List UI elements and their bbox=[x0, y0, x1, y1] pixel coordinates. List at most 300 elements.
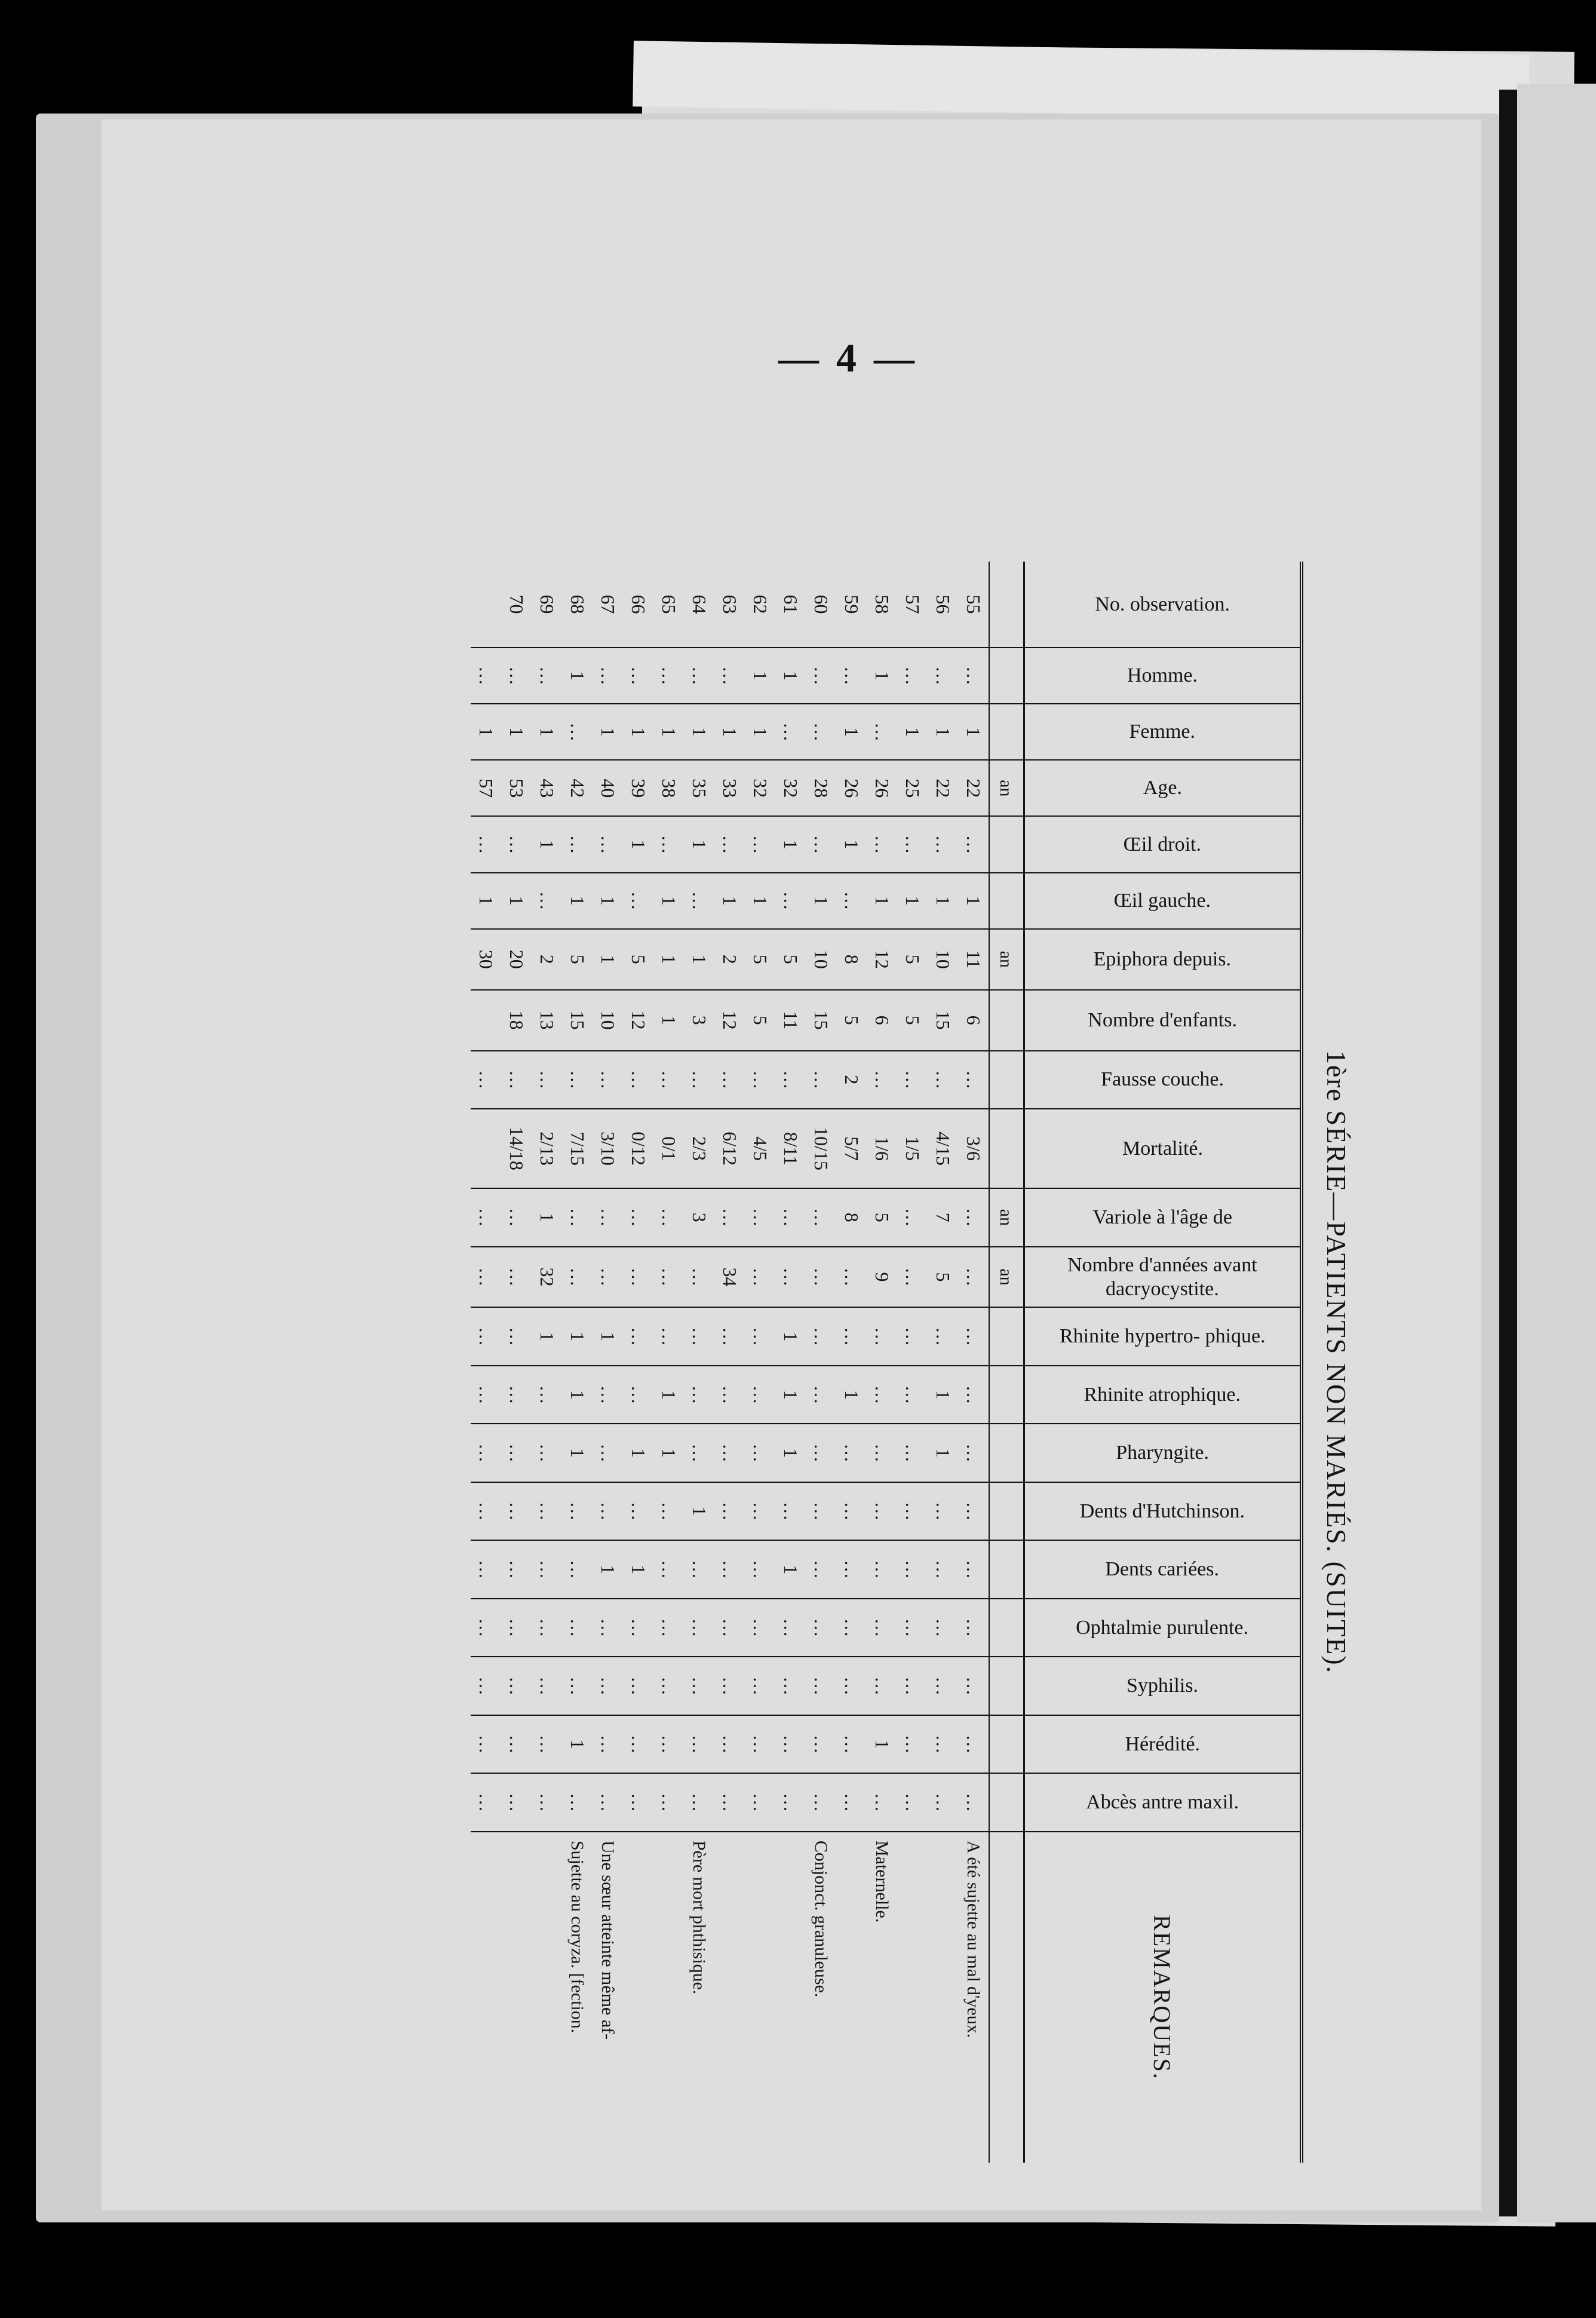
table-cell: 2 bbox=[532, 929, 562, 990]
table-cell: 6 bbox=[867, 990, 897, 1051]
table-cell: 1 bbox=[867, 873, 897, 929]
page-number: — 4 — bbox=[778, 335, 918, 381]
table-cell: … bbox=[532, 1051, 562, 1109]
table-cell: … bbox=[653, 1307, 684, 1365]
table-cell: … bbox=[928, 1482, 958, 1540]
remark-cell bbox=[653, 1832, 684, 2163]
table-cell: 32 bbox=[775, 760, 806, 816]
table-cell: … bbox=[897, 1540, 928, 1598]
table-cell: … bbox=[897, 1366, 928, 1424]
table-cell: … bbox=[593, 1188, 623, 1246]
table-cell: … bbox=[471, 648, 501, 704]
table-cell bbox=[471, 562, 501, 648]
table-cell: … bbox=[501, 648, 532, 704]
table-cell: 2 bbox=[836, 1051, 867, 1109]
table-cell: … bbox=[501, 1599, 532, 1657]
table-cell: … bbox=[958, 1366, 989, 1424]
table-cell: 32 bbox=[745, 760, 775, 816]
table-cell: … bbox=[745, 1657, 775, 1715]
table-cell: 25 bbox=[897, 760, 928, 816]
table-cell: … bbox=[593, 1599, 623, 1657]
table-cell: 8/11 bbox=[775, 1109, 806, 1188]
table-cell: 1 bbox=[653, 873, 684, 929]
table-cell: … bbox=[928, 1307, 958, 1365]
table-cell: … bbox=[593, 1247, 623, 1308]
table-cell: … bbox=[684, 1715, 714, 1773]
table-cell: … bbox=[623, 1366, 653, 1424]
table-cell: … bbox=[501, 1247, 532, 1308]
table-cell: 1 bbox=[653, 704, 684, 760]
remark-cell bbox=[501, 1832, 532, 2163]
table-cell: … bbox=[684, 1424, 714, 1482]
table-row bbox=[775, 562, 806, 2163]
remark-cell bbox=[471, 1832, 501, 2163]
table-cell: … bbox=[562, 1188, 593, 1246]
table-cell bbox=[989, 1540, 1024, 1598]
table-cell: 1 bbox=[958, 704, 989, 760]
table-cell: … bbox=[928, 1599, 958, 1657]
table-cell: 43 bbox=[532, 760, 562, 816]
table-cell: 4/5 bbox=[745, 1109, 775, 1188]
table-cell: … bbox=[897, 1188, 928, 1246]
remark-cell bbox=[897, 1832, 928, 2163]
table-cell: … bbox=[714, 1657, 745, 1715]
remark-cell: Sujette au coryza. [fection. bbox=[562, 1832, 593, 2163]
table-cell: 20 bbox=[501, 929, 532, 990]
table-cell: 5 bbox=[562, 929, 593, 990]
table-cell bbox=[989, 1051, 1024, 1109]
col-header: Syphilis. bbox=[1024, 1657, 1302, 1715]
table-cell: 13 bbox=[532, 990, 562, 1051]
table-cell: … bbox=[501, 1657, 532, 1715]
remark-cell: Maternelle. bbox=[867, 1832, 897, 2163]
table-cell: … bbox=[653, 1188, 684, 1246]
table-cell bbox=[471, 1109, 501, 1188]
table-cell: 1 bbox=[623, 704, 653, 760]
col-header: Age. bbox=[1024, 760, 1302, 816]
unit-row bbox=[989, 562, 1024, 2163]
table-cell: 56 bbox=[932, 594, 954, 614]
table-cell: … bbox=[471, 1657, 501, 1715]
table-cell: … bbox=[532, 1366, 562, 1424]
table-cell: … bbox=[806, 1540, 836, 1598]
table-cell: an bbox=[989, 929, 1024, 990]
table-cell: … bbox=[593, 1657, 623, 1715]
table-cell: … bbox=[562, 816, 593, 872]
table-cell: … bbox=[471, 1247, 501, 1308]
table-cell: … bbox=[867, 1424, 897, 1482]
table-cell: … bbox=[958, 1051, 989, 1109]
table-cell bbox=[471, 990, 501, 1051]
table-cell bbox=[989, 873, 1024, 929]
table-cell: … bbox=[623, 1307, 653, 1365]
table-row bbox=[684, 562, 714, 2163]
table-cell: … bbox=[471, 1424, 501, 1482]
table-cell bbox=[989, 1599, 1024, 1657]
col-header: Rhinite hypertro- phique. bbox=[1024, 1307, 1302, 1365]
table-cell: … bbox=[958, 1307, 989, 1365]
table-cell: … bbox=[471, 1715, 501, 1773]
table-cell: … bbox=[684, 1366, 714, 1424]
table-cell: 2/13 bbox=[532, 1109, 562, 1188]
table-cell: … bbox=[958, 1599, 989, 1657]
table-cell: … bbox=[532, 1540, 562, 1598]
table-cell: … bbox=[806, 1051, 836, 1109]
remark-cell: Père mort phthisique. bbox=[684, 1832, 714, 2163]
table-cell: 10 bbox=[928, 929, 958, 990]
table-cell: … bbox=[867, 704, 897, 760]
table-cell: 1 bbox=[562, 1307, 593, 1365]
table-cell: 1 bbox=[684, 704, 714, 760]
table-cell: … bbox=[623, 648, 653, 704]
table-cell: … bbox=[562, 1540, 593, 1598]
table-cell: … bbox=[867, 1051, 897, 1109]
table-cell: 1 bbox=[928, 873, 958, 929]
table-cell: an bbox=[989, 760, 1024, 816]
table-cell: 62 bbox=[750, 594, 771, 614]
table-cell: … bbox=[958, 1188, 989, 1246]
table-row bbox=[623, 562, 653, 2163]
table-cell: … bbox=[471, 1188, 501, 1246]
table-row bbox=[593, 562, 623, 2163]
table-cell: … bbox=[501, 1307, 532, 1365]
table-cell: … bbox=[684, 873, 714, 929]
table-cell: … bbox=[897, 1715, 928, 1773]
table-row bbox=[653, 562, 684, 2163]
table-cell: … bbox=[897, 1773, 928, 1831]
table-cell: … bbox=[958, 1247, 989, 1308]
table-cell bbox=[989, 1773, 1024, 1831]
table-cell: 1 bbox=[501, 704, 532, 760]
table-cell: … bbox=[501, 1773, 532, 1831]
table-cell: 1 bbox=[471, 704, 501, 760]
table-cell: 57 bbox=[471, 760, 501, 816]
col-header: Dents d'Hutchinson. bbox=[1024, 1482, 1302, 1540]
col-header: Ophtalmie purulente. bbox=[1024, 1599, 1302, 1657]
table-cell: … bbox=[684, 1773, 714, 1831]
header-row bbox=[1024, 562, 1302, 2163]
table-cell: 1 bbox=[775, 1540, 806, 1598]
table-cell: … bbox=[867, 1657, 897, 1715]
table-cell: 10 bbox=[593, 990, 623, 1051]
table-cell: … bbox=[653, 1599, 684, 1657]
table-cell: … bbox=[714, 1540, 745, 1598]
table-cell: 1 bbox=[775, 1307, 806, 1365]
table-cell: 1 bbox=[775, 816, 806, 872]
table-cell: 1 bbox=[532, 1188, 562, 1246]
table-cell: … bbox=[471, 1366, 501, 1424]
table-cell: 15 bbox=[928, 990, 958, 1051]
table-cell: 1 bbox=[775, 648, 806, 704]
table-cell: 42 bbox=[562, 760, 593, 816]
table-cell: … bbox=[653, 816, 684, 872]
table-cell: … bbox=[958, 816, 989, 872]
table-cell: 15 bbox=[562, 990, 593, 1051]
table-cell: … bbox=[806, 648, 836, 704]
table-cell: 12 bbox=[623, 990, 653, 1051]
table-cell: … bbox=[684, 648, 714, 704]
table-cell: 60 bbox=[811, 594, 832, 614]
table-cell: 3 bbox=[684, 990, 714, 1051]
table-cell: … bbox=[684, 1247, 714, 1308]
table-cell: 14/18 bbox=[501, 1109, 532, 1188]
table-cell: … bbox=[501, 1715, 532, 1773]
table-cell: … bbox=[471, 1540, 501, 1598]
table-cell: 12 bbox=[867, 929, 897, 990]
table-cell bbox=[989, 1482, 1024, 1540]
table-cell: … bbox=[532, 1599, 562, 1657]
table-cell: 40 bbox=[593, 760, 623, 816]
table-cell: … bbox=[775, 1773, 806, 1831]
table-row bbox=[897, 562, 928, 2163]
table-cell: … bbox=[897, 1051, 928, 1109]
table-cell: … bbox=[623, 1482, 653, 1540]
table-cell: 22 bbox=[958, 760, 989, 816]
table-cell: 65 bbox=[658, 594, 680, 614]
table-cell: … bbox=[958, 648, 989, 704]
table-cell: … bbox=[714, 1307, 745, 1365]
table-cell: … bbox=[623, 1773, 653, 1831]
table-cell bbox=[989, 1109, 1024, 1188]
table-cell: … bbox=[714, 1366, 745, 1424]
table-cell: … bbox=[684, 1540, 714, 1598]
table-cell: … bbox=[897, 1482, 928, 1540]
table-cell: 1 bbox=[532, 1307, 562, 1365]
table-cell: 61 bbox=[780, 594, 802, 614]
table-cell: … bbox=[593, 1773, 623, 1831]
table-cell: … bbox=[471, 1307, 501, 1365]
table-row bbox=[928, 562, 958, 2163]
table-cell: 1/5 bbox=[897, 1109, 928, 1188]
patients-table bbox=[471, 562, 1303, 2163]
table-cell: 18 bbox=[501, 990, 532, 1051]
table-row bbox=[867, 562, 897, 2163]
table-cell: … bbox=[806, 1247, 836, 1308]
table-cell: … bbox=[928, 1540, 958, 1598]
table-cell: … bbox=[867, 1307, 897, 1365]
table-cell: … bbox=[471, 1051, 501, 1109]
table-cell: 1 bbox=[684, 929, 714, 990]
table-cell: … bbox=[684, 1307, 714, 1365]
table-cell: … bbox=[928, 648, 958, 704]
table-row bbox=[471, 562, 501, 2163]
table-cell: 53 bbox=[501, 760, 532, 816]
table-cell: 33 bbox=[714, 760, 745, 816]
table-cell: … bbox=[714, 816, 745, 872]
table-cell: … bbox=[653, 1657, 684, 1715]
table-cell: 26 bbox=[867, 760, 897, 816]
table-cell: … bbox=[623, 1247, 653, 1308]
table-cell: 5 bbox=[867, 1188, 897, 1246]
table-cell: … bbox=[836, 648, 867, 704]
table-cell: 1 bbox=[897, 873, 928, 929]
table-cell: 5 bbox=[775, 929, 806, 990]
table-cell: … bbox=[836, 1540, 867, 1598]
table-cell: 32 bbox=[532, 1247, 562, 1308]
table-cell: … bbox=[836, 1773, 867, 1831]
table-cell: … bbox=[653, 1715, 684, 1773]
table-cell: … bbox=[836, 1715, 867, 1773]
table-cell: 1 bbox=[623, 1540, 653, 1598]
table-cell: … bbox=[958, 1540, 989, 1598]
table-cell: 15 bbox=[806, 990, 836, 1051]
table-cell: … bbox=[532, 1482, 562, 1540]
table-cell: 1 bbox=[867, 648, 897, 704]
table-cell: … bbox=[714, 1424, 745, 1482]
remark-cell bbox=[532, 1832, 562, 2163]
table-cell: 1 bbox=[532, 704, 562, 760]
table-cell: … bbox=[867, 1482, 897, 1540]
table-cell: 1 bbox=[562, 1424, 593, 1482]
table-cell: 5 bbox=[623, 929, 653, 990]
table-cell: 5/7 bbox=[836, 1109, 867, 1188]
remark-cell: A été sujette au mal d'yeux. bbox=[958, 1832, 989, 2163]
table-row bbox=[745, 562, 775, 2163]
table-cell: 1 bbox=[623, 816, 653, 872]
table-row bbox=[806, 562, 836, 2163]
table-cell: … bbox=[806, 704, 836, 760]
table-cell: 5 bbox=[897, 990, 928, 1051]
table-row bbox=[501, 562, 532, 2163]
table-cell: … bbox=[836, 1307, 867, 1365]
table-cell: … bbox=[928, 1773, 958, 1831]
table-cell: 6/12 bbox=[714, 1109, 745, 1188]
table-cell: … bbox=[623, 873, 653, 929]
table-row bbox=[562, 562, 593, 2163]
table-cell: … bbox=[928, 1715, 958, 1773]
table-cell: … bbox=[653, 1540, 684, 1598]
table-cell: … bbox=[897, 1424, 928, 1482]
table-cell: … bbox=[836, 1599, 867, 1657]
table-cell: … bbox=[562, 1599, 593, 1657]
table-cell: 10/15 bbox=[806, 1109, 836, 1188]
remark-cell: Conjonct. granuleuse. bbox=[806, 1832, 836, 2163]
table-cell: 8 bbox=[836, 929, 867, 990]
table-cell: … bbox=[562, 704, 593, 760]
table-cell: … bbox=[532, 648, 562, 704]
table-cell: 26 bbox=[836, 760, 867, 816]
table-cell: an bbox=[989, 1247, 1024, 1308]
table-cell: … bbox=[714, 648, 745, 704]
table-cell: … bbox=[471, 1599, 501, 1657]
table-cell bbox=[989, 648, 1024, 704]
table-cell: 1 bbox=[653, 1424, 684, 1482]
table-row bbox=[958, 562, 989, 2163]
table-cell: … bbox=[958, 1482, 989, 1540]
table-cell: … bbox=[501, 1482, 532, 1540]
table-cell: … bbox=[806, 1482, 836, 1540]
table-cell: … bbox=[532, 1773, 562, 1831]
table-cell bbox=[989, 704, 1024, 760]
table-cell: … bbox=[745, 1599, 775, 1657]
table-cell: … bbox=[562, 1773, 593, 1831]
table-cell: 38 bbox=[653, 760, 684, 816]
table-cell: … bbox=[958, 1424, 989, 1482]
table-cell: … bbox=[958, 1715, 989, 1773]
col-header: Epiphora depuis. bbox=[1024, 929, 1302, 990]
table-cell: … bbox=[775, 1715, 806, 1773]
table-cell: … bbox=[501, 1188, 532, 1246]
table-cell: … bbox=[745, 1773, 775, 1831]
table-cell: … bbox=[745, 1366, 775, 1424]
table-cell: 2 bbox=[714, 929, 745, 990]
table-cell: … bbox=[653, 1247, 684, 1308]
remark-cell bbox=[623, 1832, 653, 2163]
table-cell: … bbox=[806, 1773, 836, 1831]
table-cell: … bbox=[532, 1424, 562, 1482]
remark-cell: Une sœur atteinte même af- bbox=[593, 1832, 623, 2163]
table-cell: … bbox=[958, 1773, 989, 1831]
table-row bbox=[714, 562, 745, 2163]
table-cell: … bbox=[562, 1482, 593, 1540]
table-cell: 1 bbox=[562, 873, 593, 929]
table-cell: … bbox=[532, 1715, 562, 1773]
table-cell: 1 bbox=[684, 816, 714, 872]
table-cell bbox=[989, 1307, 1024, 1365]
table-cell: … bbox=[897, 648, 928, 704]
table-cell: 3/10 bbox=[593, 1109, 623, 1188]
col-header: Hérédité. bbox=[1024, 1715, 1302, 1773]
table-cell: 1/6 bbox=[867, 1109, 897, 1188]
table-cell: 5 bbox=[745, 990, 775, 1051]
table-cell: 1 bbox=[836, 816, 867, 872]
table-cell: 68 bbox=[567, 594, 588, 614]
table-cell: … bbox=[836, 1657, 867, 1715]
table-cell: … bbox=[897, 1307, 928, 1365]
table-cell: 1 bbox=[714, 873, 745, 929]
table-cell bbox=[989, 1366, 1024, 1424]
table-row bbox=[532, 562, 562, 2163]
table-body bbox=[471, 562, 1024, 2163]
table-cell: … bbox=[745, 816, 775, 872]
table-cell: 1 bbox=[928, 704, 958, 760]
table-cell: … bbox=[501, 1540, 532, 1598]
table-cell: … bbox=[806, 1599, 836, 1657]
table-title: 1ère SÉRIE—PATIENTS NON MARIÉS. (SUITE). bbox=[1321, 1050, 1352, 1675]
table-cell: 12 bbox=[714, 990, 745, 1051]
table-cell: … bbox=[653, 1773, 684, 1831]
remark-cell bbox=[714, 1832, 745, 2163]
adjacent-page bbox=[1517, 84, 1596, 2222]
col-header: Nombre d'enfants. bbox=[1024, 990, 1302, 1051]
table-cell: … bbox=[501, 1366, 532, 1424]
table-cell: 1 bbox=[562, 1715, 593, 1773]
table-cell: … bbox=[775, 1247, 806, 1308]
table-cell: 1 bbox=[593, 1540, 623, 1598]
table-cell: 34 bbox=[714, 1247, 745, 1308]
table-cell: … bbox=[806, 1188, 836, 1246]
table-cell: 1 bbox=[532, 816, 562, 872]
table-cell: … bbox=[836, 1247, 867, 1308]
table-cell: 39 bbox=[623, 760, 653, 816]
table-cell: … bbox=[897, 816, 928, 872]
table-cell: … bbox=[745, 1482, 775, 1540]
table-cell: 58 bbox=[871, 594, 893, 614]
table-cell: … bbox=[593, 1482, 623, 1540]
table-cell: 1 bbox=[471, 873, 501, 929]
table-cell: … bbox=[714, 1051, 745, 1109]
table-cell: 6 bbox=[958, 990, 989, 1051]
table-cell: … bbox=[684, 1599, 714, 1657]
table-cell: 2/3 bbox=[684, 1109, 714, 1188]
table-cell: … bbox=[775, 704, 806, 760]
table-cell: … bbox=[897, 1247, 928, 1308]
table-cell: … bbox=[714, 1773, 745, 1831]
table-cell: 64 bbox=[689, 594, 710, 614]
table-cell bbox=[989, 1657, 1024, 1715]
table-cell: 1 bbox=[836, 1366, 867, 1424]
table-cell: 0/1 bbox=[653, 1109, 684, 1188]
